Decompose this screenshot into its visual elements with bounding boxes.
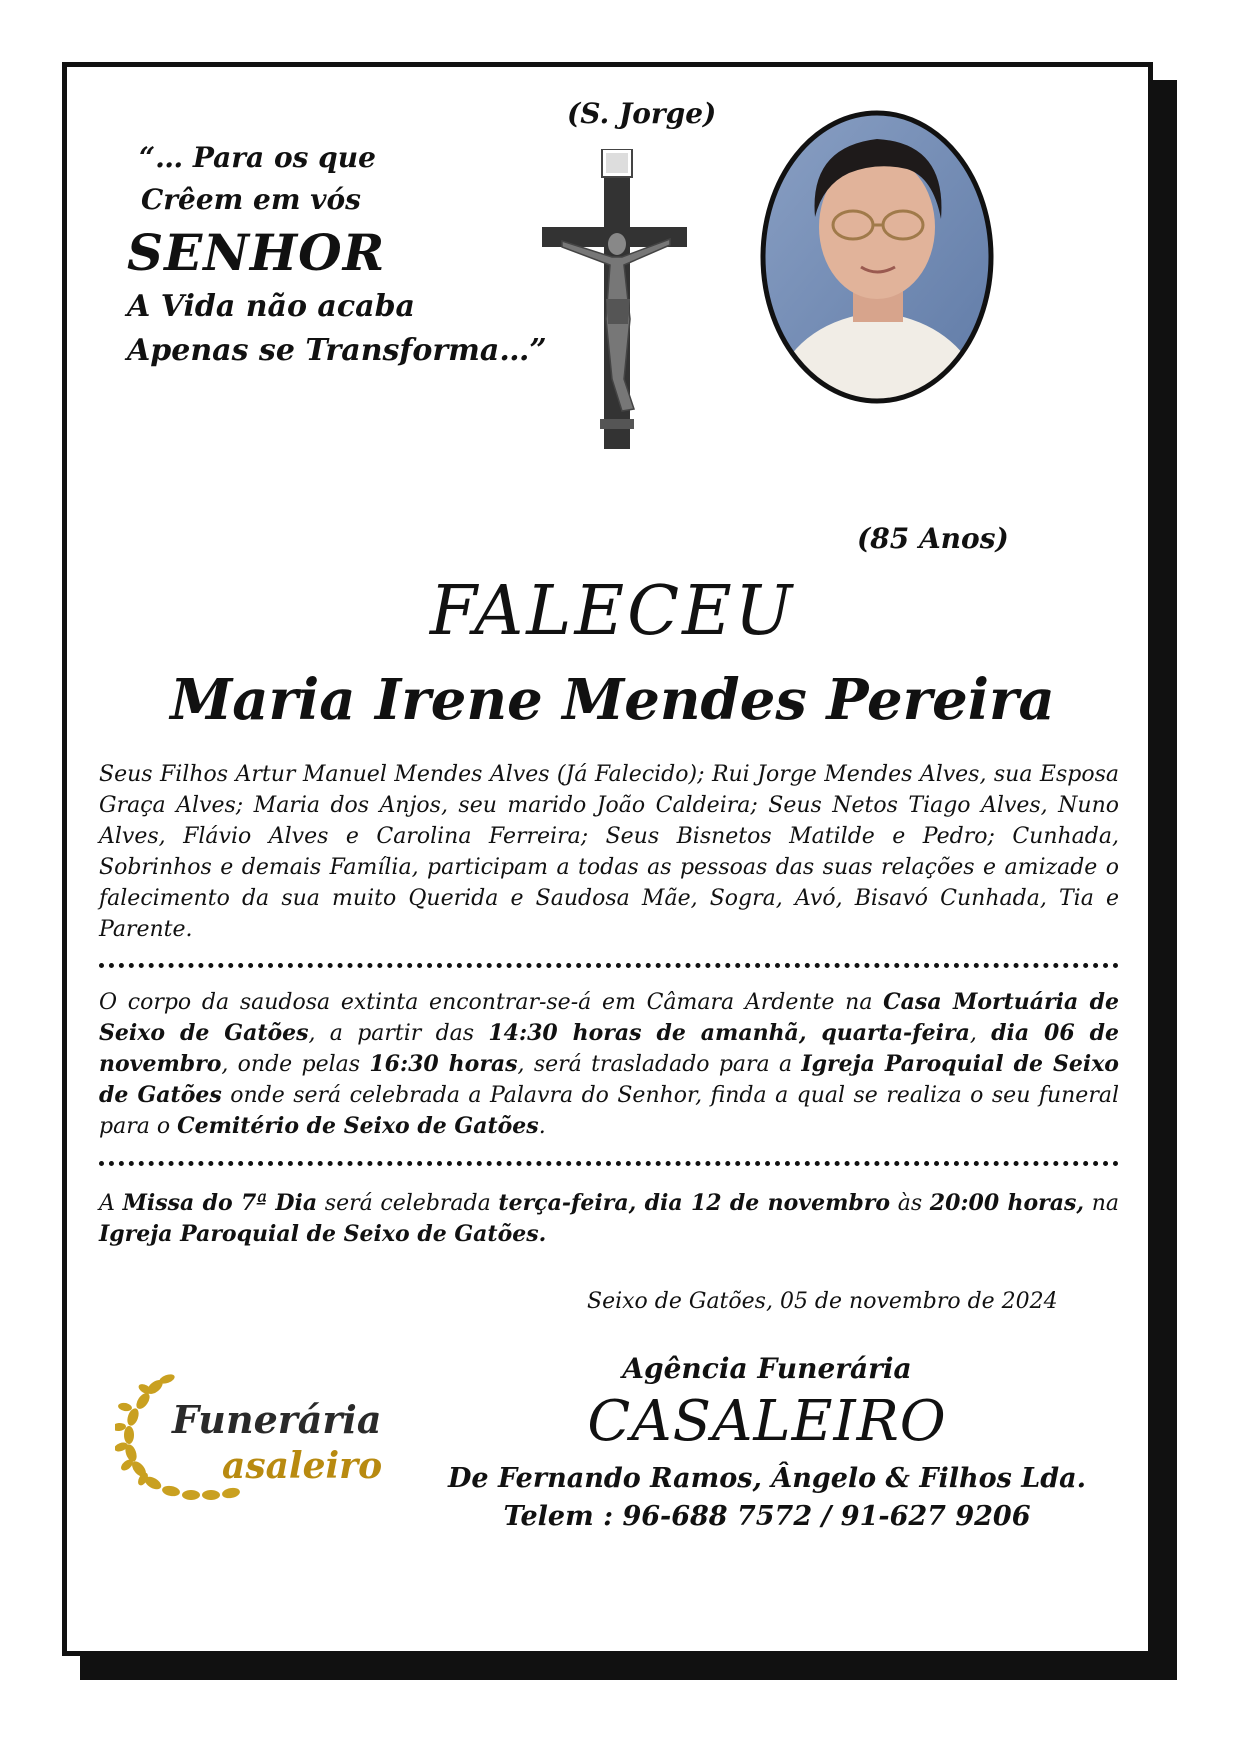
quote-line-1: “… Para os que [139,141,376,174]
quote-line-2: Crêem em vós [141,183,361,216]
funeral-paragraph: O corpo da saudosa extinta encontrar-se-á em Câmara Ardente na Casa Mortuária de Seixo de Gatões, a partir das 14:30 horas de amanhã, quarta-feira, dia 06 de novembro, onde pelas 16:30 horas, será trasladado para a Igreja Paroquial de Seixo de Gatões onde será celebrada a Palavra do Senhor, finda a qual se realiza o seu funeral para o Cemitério de Seixo de Gatões. [99,989,1119,1139]
quote-line-4: A Vida não acaba [127,289,415,324]
date-line: Seixo de Gatões, 05 de novembro de 2024 [587,1289,1058,1314]
logo-word-funeraria: Funerária [172,1397,382,1442]
dotted-divider [99,963,1119,968]
portrait-photo [757,107,997,407]
quote-block [127,137,547,373]
dotted-divider [99,1161,1119,1166]
deceased-name: Maria Irene Mendes Pereira [170,667,1055,733]
crucifix-icon [542,149,687,449]
saint-label: (S. Jorge) [567,97,717,130]
agency-owners: De Fernando Ramos, Ângelo & Filhos Lda. [447,1463,1087,1494]
family-paragraph: Seus Filhos Artur Manuel Mendes Alves (Já Falecido); Rui Jorge Mendes Alves, sua Esposa Graça Alves; Maria dos Anjos, seu marido João Caldeira; Seus Netos Tiago Alves, Nuno Alves, Flávio Alves e Carolina Ferreira; Seus Bisnetos Matilde e Pedro; Cunhada, Sobrinhos e demais Família, participam a todas as pessoas das suas relações e amizade o falecimento da sua muito Querida e Saudosa Mãe, Sogra, Avó, Bisavó Cunhada, Tia e Parente. [99,762,1119,942]
quote-senhor: SENHOR [127,223,386,282]
agency-label: Agência Funerária [622,1352,912,1385]
age-label: (85 Anos) [857,522,1009,555]
agency-phone: Telem : 96-688 7572 / 91-627 9206 [503,1501,1031,1532]
logo-word-asaleiro: asaleiro [222,1445,383,1487]
heading-faleceu: FALECEU [429,572,796,651]
agency-name: CASALEIRO [587,1389,947,1454]
obituary-frame [62,62,1153,1656]
mass-paragraph: A Missa do 7ª Dia será celebrada terça-feira, dia 12 de novembro às 20:00 horas, na Igreja Paroquial de Seixo de Gatões. [99,1190,1120,1247]
quote-line-5: Apenas se Transforma…” [127,333,547,368]
